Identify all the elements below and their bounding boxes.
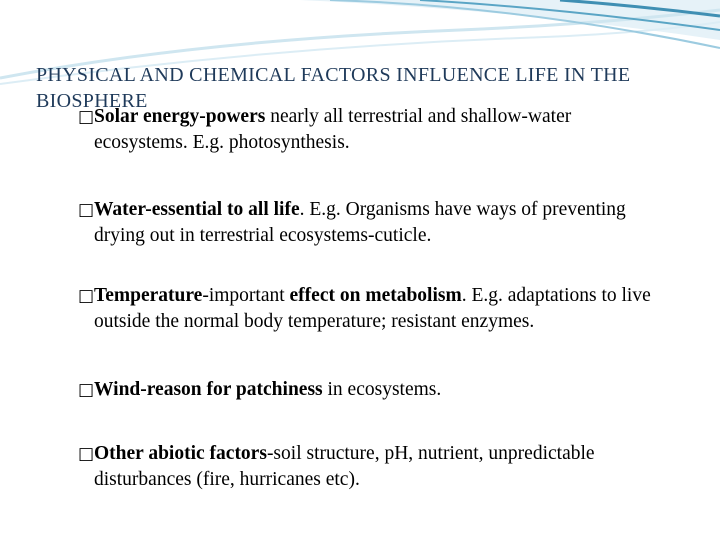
bullet-box-icon: □: [78, 380, 95, 400]
list-item: [78, 104, 668, 156]
list-item: [78, 441, 668, 493]
list-item: [78, 377, 668, 403]
item-text: nearly all terrestrial and shallow-water ecosystems. E.g. photosynthesis.: [94, 106, 572, 153]
item-bold: Wind-reason for patchiness: [94, 379, 323, 400]
item-text: -important: [202, 285, 290, 306]
bullet-box-icon: □: [78, 444, 95, 464]
list-item: [78, 197, 668, 249]
item-bold: effect on metabolism: [289, 285, 462, 306]
item-text: in ecosystems.: [322, 379, 442, 400]
item-text: . E.g. adaptations to live outside the normal body temperature; resistant enzymes.: [94, 285, 651, 332]
item-bold: Water-essential to all life: [94, 199, 300, 220]
item-text: -soil structure, pH, nutrient, unpredictable disturbances (fire, hurricanes etc).: [94, 443, 595, 490]
bullet-box-icon: □: [78, 107, 95, 127]
bullet-box-icon: □: [78, 286, 95, 306]
item-bold: Other abiotic factors: [94, 443, 267, 464]
slide-title: PHYSICAL AND CHEMICAL FACTORS INFLUENCE LIFE IN THE BIOSPHERE: [36, 64, 631, 112]
item-bold: Solar energy-powers: [94, 106, 266, 127]
item-text: . E.g. Organisms have ways of preventing drying out in terrestrial ecosystems-cuticle.: [94, 199, 626, 246]
list-item: [78, 283, 668, 335]
bullet-list: [78, 104, 668, 493]
bullet-box-icon: □: [78, 200, 95, 220]
item-bold: Temperature: [94, 285, 203, 306]
